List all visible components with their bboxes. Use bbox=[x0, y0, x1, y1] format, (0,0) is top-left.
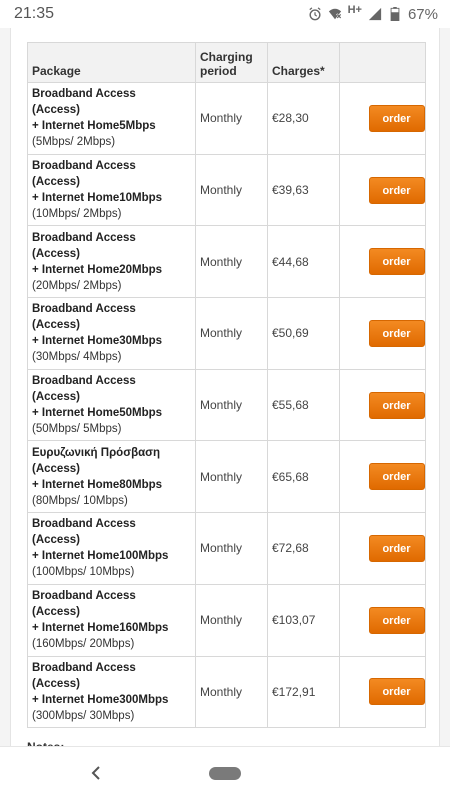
order-button[interactable]: order bbox=[369, 607, 425, 634]
charging-period: Monthly bbox=[196, 369, 268, 441]
header-charges: Charges* bbox=[268, 43, 340, 83]
charging-period: Monthly bbox=[196, 584, 268, 656]
package-speed: (100Mbps/ 10Mbps) bbox=[32, 566, 135, 579]
table-row bbox=[28, 226, 426, 298]
table-row bbox=[28, 513, 426, 585]
package-name: Broadband Access bbox=[32, 518, 136, 531]
table-row bbox=[28, 656, 426, 728]
content-card bbox=[10, 28, 440, 746]
package-cell bbox=[28, 83, 196, 155]
charging-period: Monthly bbox=[196, 298, 268, 370]
package-cell bbox=[28, 441, 196, 513]
page-content[interactable] bbox=[0, 28, 450, 746]
charging-period: Monthly bbox=[196, 226, 268, 298]
package-name: Ευρυζωνική Πρόσβαση bbox=[32, 446, 161, 459]
package-name: Broadband Access bbox=[32, 88, 136, 101]
package-internet: + Internet Home300Mbps bbox=[32, 693, 169, 706]
package-cell bbox=[28, 298, 196, 370]
status-icons bbox=[308, 6, 438, 23]
package-speed: (30Mbps/ 4Mbps) bbox=[32, 351, 122, 364]
charge-value: €103,07 bbox=[268, 584, 340, 656]
package-access: (Access) bbox=[32, 534, 80, 547]
status-time: 21:35 bbox=[14, 5, 55, 22]
wifi-off-icon bbox=[328, 7, 342, 21]
table-row bbox=[28, 298, 426, 370]
charge-value: €39,63 bbox=[268, 154, 340, 226]
package-speed: (5Mbps/ 2Mbps) bbox=[32, 136, 116, 149]
charge-value: €50,69 bbox=[268, 298, 340, 370]
charge-value: €72,68 bbox=[268, 513, 340, 585]
package-cell bbox=[28, 656, 196, 728]
header-package: Package bbox=[28, 43, 196, 83]
charge-value: €44,68 bbox=[268, 226, 340, 298]
order-button[interactable]: order bbox=[369, 463, 425, 490]
action-cell bbox=[340, 369, 426, 441]
package-access: (Access) bbox=[32, 247, 80, 260]
home-pill-icon[interactable] bbox=[209, 767, 241, 780]
package-cell bbox=[28, 513, 196, 585]
package-access: (Access) bbox=[32, 391, 80, 404]
package-cell bbox=[28, 154, 196, 226]
package-speed: (10Mbps/ 2Mbps) bbox=[32, 208, 122, 221]
order-button[interactable]: order bbox=[369, 678, 425, 705]
order-button[interactable]: order bbox=[369, 535, 425, 562]
charging-period: Monthly bbox=[196, 656, 268, 728]
status-bar bbox=[0, 0, 450, 28]
action-cell bbox=[340, 513, 426, 585]
charging-period: Monthly bbox=[196, 154, 268, 226]
package-name: Broadband Access bbox=[32, 661, 136, 674]
package-internet: + Internet Home30Mbps bbox=[32, 335, 163, 348]
action-cell bbox=[340, 441, 426, 513]
package-internet: + Internet Home80Mbps bbox=[32, 478, 163, 491]
header-charging-period: Charging period bbox=[196, 43, 268, 83]
package-internet: + Internet Home10Mbps bbox=[32, 192, 163, 205]
package-speed: (300Mbps/ 30Mbps) bbox=[32, 709, 135, 722]
package-access: (Access) bbox=[32, 677, 80, 690]
header-action bbox=[340, 43, 426, 83]
table-row bbox=[28, 83, 426, 155]
order-button[interactable]: order bbox=[369, 177, 425, 204]
package-internet: + Internet Home100Mbps bbox=[32, 550, 169, 563]
signal-icon bbox=[368, 7, 382, 21]
package-name: Broadband Access bbox=[32, 231, 136, 244]
order-button[interactable]: order bbox=[369, 392, 425, 419]
table-row bbox=[28, 369, 426, 441]
package-cell bbox=[28, 584, 196, 656]
package-cell bbox=[28, 369, 196, 441]
action-cell bbox=[340, 226, 426, 298]
package-cell bbox=[28, 226, 196, 298]
back-chevron-icon[interactable] bbox=[88, 763, 106, 783]
charge-value: €172,91 bbox=[268, 656, 340, 728]
network-type: H+ bbox=[347, 4, 362, 16]
alarm-icon bbox=[308, 7, 322, 21]
table-row bbox=[28, 154, 426, 226]
package-name: Broadband Access bbox=[32, 160, 136, 173]
order-button[interactable]: order bbox=[369, 320, 425, 347]
order-button[interactable]: order bbox=[369, 105, 425, 132]
navigation-bar bbox=[0, 746, 450, 800]
table-row bbox=[28, 584, 426, 656]
package-speed: (50Mbps/ 5Mbps) bbox=[32, 423, 122, 436]
table-row bbox=[28, 441, 426, 513]
package-access: (Access) bbox=[32, 606, 80, 619]
action-cell bbox=[340, 83, 426, 155]
package-access: (Access) bbox=[32, 319, 80, 332]
charge-value: €28,30 bbox=[268, 83, 340, 155]
charging-period: Monthly bbox=[196, 441, 268, 513]
package-access: (Access) bbox=[32, 462, 80, 475]
action-cell bbox=[340, 298, 426, 370]
table-header-row bbox=[28, 43, 426, 83]
package-internet: + Internet Home5Mbps bbox=[32, 120, 156, 133]
package-internet: + Internet Home20Mbps bbox=[32, 263, 163, 276]
package-speed: (160Mbps/ 20Mbps) bbox=[32, 638, 135, 651]
package-access: (Access) bbox=[32, 176, 80, 189]
charging-period: Monthly bbox=[196, 83, 268, 155]
action-cell bbox=[340, 656, 426, 728]
package-speed: (80Mbps/ 10Mbps) bbox=[32, 494, 128, 507]
package-name: Broadband Access bbox=[32, 375, 136, 388]
battery-percent: 67% bbox=[407, 5, 438, 23]
charge-value: €55,68 bbox=[268, 369, 340, 441]
battery-icon bbox=[388, 7, 402, 21]
order-button[interactable]: order bbox=[369, 248, 425, 275]
action-cell bbox=[340, 154, 426, 226]
package-internet: + Internet Home160Mbps bbox=[32, 622, 169, 635]
charging-period: Monthly bbox=[196, 513, 268, 585]
package-table bbox=[27, 42, 426, 728]
package-name: Broadband Access bbox=[32, 590, 136, 603]
charge-value: €65,68 bbox=[268, 441, 340, 513]
package-access: (Access) bbox=[32, 104, 80, 117]
action-cell bbox=[340, 584, 426, 656]
package-name: Broadband Access bbox=[32, 303, 136, 316]
package-speed: (20Mbps/ 2Mbps) bbox=[32, 279, 122, 292]
package-internet: + Internet Home50Mbps bbox=[32, 407, 163, 420]
